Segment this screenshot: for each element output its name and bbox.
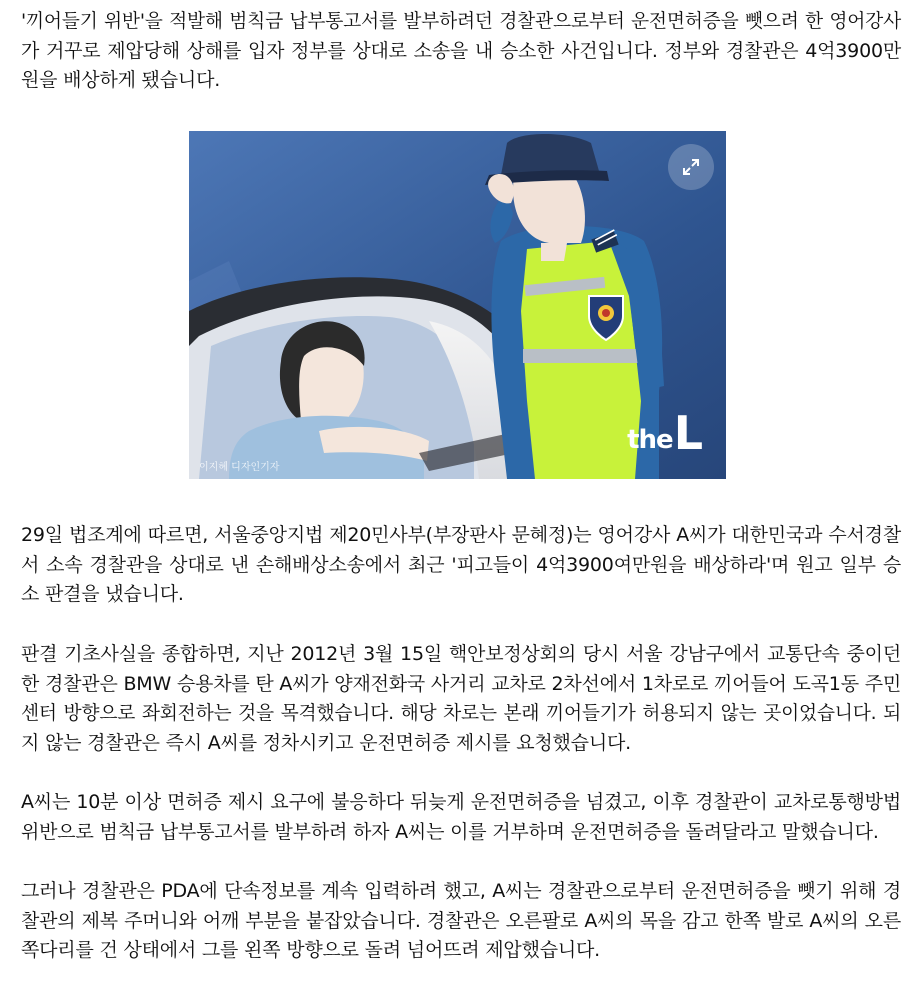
text-line: 찰관의 제복 주머니와 어깨 부분을 붙잡았습니다. 경찰관은 오른팔로 A씨의 목을 감고 한쪽 발로 A씨의 오른 <box>21 909 901 932</box>
text-line: 지 않는 경찰관은 즉시 A씨를 정차시키고 운전면허증 제시를 요청했습니다. <box>21 731 631 754</box>
brand-prefix: the <box>627 425 673 455</box>
paragraph-intro <box>21 7 901 96</box>
text-line: A씨는 10분 이상 면허증 제시 요구에 불응하다 뒤늦게 운전면허증을 넘겼고, 이후 경찰관이 교차로통행방법 <box>21 791 901 813</box>
text-line: 소 판결을 냈습니다. <box>21 583 184 605</box>
paragraph-ruling <box>21 521 901 610</box>
text-line: 한 경찰관은 BMW 승용차를 탄 A씨가 양재전화국 사거리 교차로 2차선에서 1차로로 끼어들어 도곡1동 주민 <box>21 672 901 695</box>
the-l-logo <box>627 406 702 460</box>
text-line: 가 거꾸로 제압당해 상해를 입자 정부를 상대로 소송을 내 승소한 사건입니다. 정부와 경찰관은 4억3900만 <box>21 39 901 62</box>
text-line: 원을 배상하게 됐습니다. <box>21 69 221 91</box>
text-line: 센터 방향으로 좌회전하는 것을 목격했습니다. 해당 차로는 본래 끼어들기가 허용되지 않는 곳이었습니다. 되 <box>21 703 901 724</box>
text-line: 29일 법조계에 따르면, 서울중앙지법 제20민사부(부장판사 문혜정)는 영어강사 A씨가 대한민국과 수서경찰 <box>21 524 901 546</box>
expand-image-button[interactable] <box>668 144 714 190</box>
paragraph-struggle <box>21 877 901 966</box>
paragraph-facts <box>21 640 901 758</box>
text-line: '끼어들기 위반'을 적발해 범칙금 납부통고서를 발부하려던 경찰관으로부터 운전면허증을 뺏으려 한 영어강사 <box>21 11 901 32</box>
text-line: 판결 기초사실을 종합하면, 지난 2012년 3월 15일 핵안보정상회의 당시 서울 강남구에서 교통단속 중이던 <box>21 643 901 665</box>
expand-arrows-icon <box>681 157 701 177</box>
image-credit: 이지혜 디자인기자 <box>199 462 280 473</box>
text-line: 쪽다리를 건 상태에서 그를 왼쪽 방향으로 돌려 넘어뜨려 제압했습니다. <box>21 939 601 961</box>
brand-letter: L <box>673 406 702 460</box>
paragraph-refusal <box>21 788 901 847</box>
article-illustration <box>189 131 726 479</box>
text-line: 그러나 경찰관은 PDA에 단속정보를 계속 입력하려 했고, A씨는 경찰관으로부터 운전면허증을 뺏기 위해 경 <box>21 880 901 902</box>
text-line: 서 소속 경찰관을 상대로 낸 손해배상소송에서 최근 '피고들이 4억3900여만원을 배상하라'며 원고 일부 승 <box>21 553 901 576</box>
text-line: 위반으로 범칙금 납부통고서를 발부하려 하자 A씨는 이를 거부하며 운전면허증을 돌려달라고 말했습니다. <box>21 820 879 843</box>
